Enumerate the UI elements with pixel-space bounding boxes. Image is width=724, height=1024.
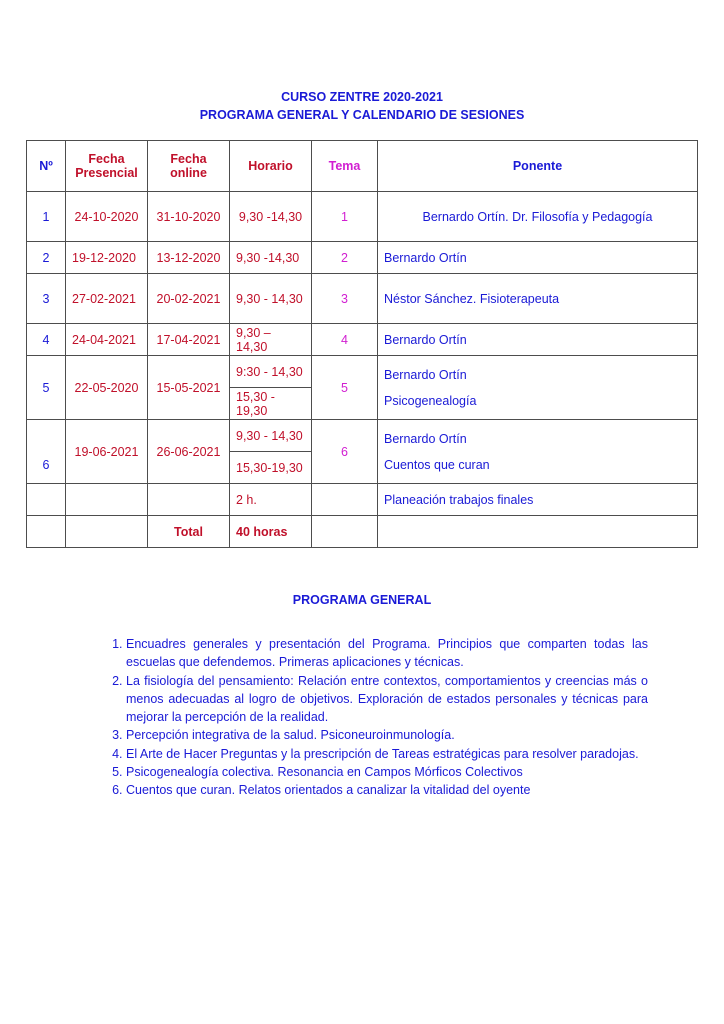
table-total-row <box>27 516 698 548</box>
list-item: 5. Psicogenealogía colectiva. Resonancia en Campos Mórficos Colectivos <box>126 763 648 781</box>
col-header-online: Fecha online <box>148 141 230 192</box>
cell-online: 31-10-2020 <box>148 192 230 242</box>
cell-ponente: Planeación trabajos finales <box>378 484 698 516</box>
ponente-topic: Psicogenealogía <box>384 393 477 408</box>
cell-online: 20-02-2021 <box>148 274 230 324</box>
cell-horario: 9,30 -14,30 <box>230 192 312 242</box>
ponente-name: Bernardo Ortín <box>384 367 467 382</box>
col-header-presencial: Fecha Presencial <box>66 141 148 192</box>
table-row <box>27 356 698 388</box>
cell-horario: 9,30 -14,30 <box>230 242 312 274</box>
cell-horario: 9,30 - 14,30 <box>230 420 312 452</box>
cell-ponente: Bernardo Ortín. Dr. Filosofía y Pedagogía <box>378 192 698 242</box>
cell-presencial: 19-06-2021 <box>66 420 148 484</box>
cell-presencial: 27-02-2021 <box>66 274 148 324</box>
cell-empty <box>312 516 378 548</box>
table-row <box>27 420 698 452</box>
program-list <box>100 635 648 800</box>
cell-ponente <box>378 420 698 484</box>
cell-tema: 1 <box>312 192 378 242</box>
cell-ponente: Néstor Sánchez. Fisioterapeuta <box>378 274 698 324</box>
col-header-number: Nº <box>27 141 66 192</box>
list-item: 6. Cuentos que curan. Relatos orientados a canalizar la vitalidad del oyente <box>126 781 648 799</box>
cell-empty <box>66 484 148 516</box>
cell-number: 3 <box>27 274 66 324</box>
cell-number: 6 <box>27 420 66 484</box>
cell-number: 4 <box>27 324 66 356</box>
list-item: 3. Percepción integrativa de la salud. Psiconeuroinmunología. <box>126 726 648 744</box>
table-row <box>27 484 698 516</box>
cell-tema: 6 <box>312 420 378 484</box>
cell-horario: 9,30 – 14,30 <box>230 324 312 356</box>
cell-horario: 2 h. <box>230 484 312 516</box>
cell-ponente: Bernardo Ortín <box>378 324 698 356</box>
table-row <box>27 242 698 274</box>
program-title: PROGRAMA GENERAL <box>292 593 432 607</box>
cell-number: 1 <box>27 192 66 242</box>
table-header-row <box>27 141 698 192</box>
cell-tema: 2 <box>312 242 378 274</box>
cell-presencial: 19-12-2020 <box>66 242 148 274</box>
cell-empty <box>66 516 148 548</box>
cell-horario: 15,30 - 19,30 <box>230 388 312 420</box>
ponente-topic: Cuentos que curan <box>384 457 490 472</box>
cell-empty <box>312 484 378 516</box>
sessions-table <box>26 140 698 548</box>
list-item: 1. Encuadres generales y presentación del Programa. Principios que comparten todas las escuelas que defendemos. Primeras aplicaciones y técnicas. <box>126 635 648 672</box>
document-title: CURSO ZENTRE 2020-2021 <box>281 90 443 104</box>
list-item: 2. La fisiología del pensamiento: Relación entre contextos, comportamientos y creencias más o menos adecuadas al logro de objetivos. Exploración de estados personales y técnicas para mejorar la percepción de la realidad. <box>126 672 648 727</box>
table-row <box>27 324 698 356</box>
col-header-ponente: Ponente <box>378 141 698 192</box>
ponente-name: Bernardo Ortín <box>384 431 467 446</box>
table-row <box>27 192 698 242</box>
cell-tema: 3 <box>312 274 378 324</box>
cell-horario: 15,30-19,30 <box>230 452 312 484</box>
total-value: 40 horas <box>230 516 312 548</box>
cell-online: 26-06-2021 <box>148 420 230 484</box>
cell-presencial: 24-04-2021 <box>66 324 148 356</box>
table-row <box>27 274 698 324</box>
cell-tema: 5 <box>312 356 378 420</box>
cell-empty <box>378 516 698 548</box>
cell-horario: 9,30 - 14,30 <box>230 274 312 324</box>
cell-ponente: Bernardo Ortín <box>378 242 698 274</box>
cell-number: 5 <box>27 356 66 420</box>
cell-empty <box>27 516 66 548</box>
cell-number: 2 <box>27 242 66 274</box>
cell-online: 13-12-2020 <box>148 242 230 274</box>
col-header-tema: Tema <box>312 141 378 192</box>
cell-empty <box>27 484 66 516</box>
cell-online: 15-05-2021 <box>148 356 230 420</box>
cell-horario: 9:30 - 14,30 <box>230 356 312 388</box>
cell-empty <box>148 484 230 516</box>
cell-tema: 4 <box>312 324 378 356</box>
list-item: 4. El Arte de Hacer Preguntas y la prescripción de Tareas estratégicas para resolver paradojas. <box>126 745 648 763</box>
col-header-horario: Horario <box>230 141 312 192</box>
cell-ponente <box>378 356 698 420</box>
cell-presencial: 22-05-2020 <box>66 356 148 420</box>
cell-online: 17-04-2021 <box>148 324 230 356</box>
total-label: Total <box>148 516 230 548</box>
cell-presencial: 24-10-2020 <box>66 192 148 242</box>
document-subtitle: PROGRAMA GENERAL Y CALENDARIO DE SESIONES <box>199 108 525 122</box>
